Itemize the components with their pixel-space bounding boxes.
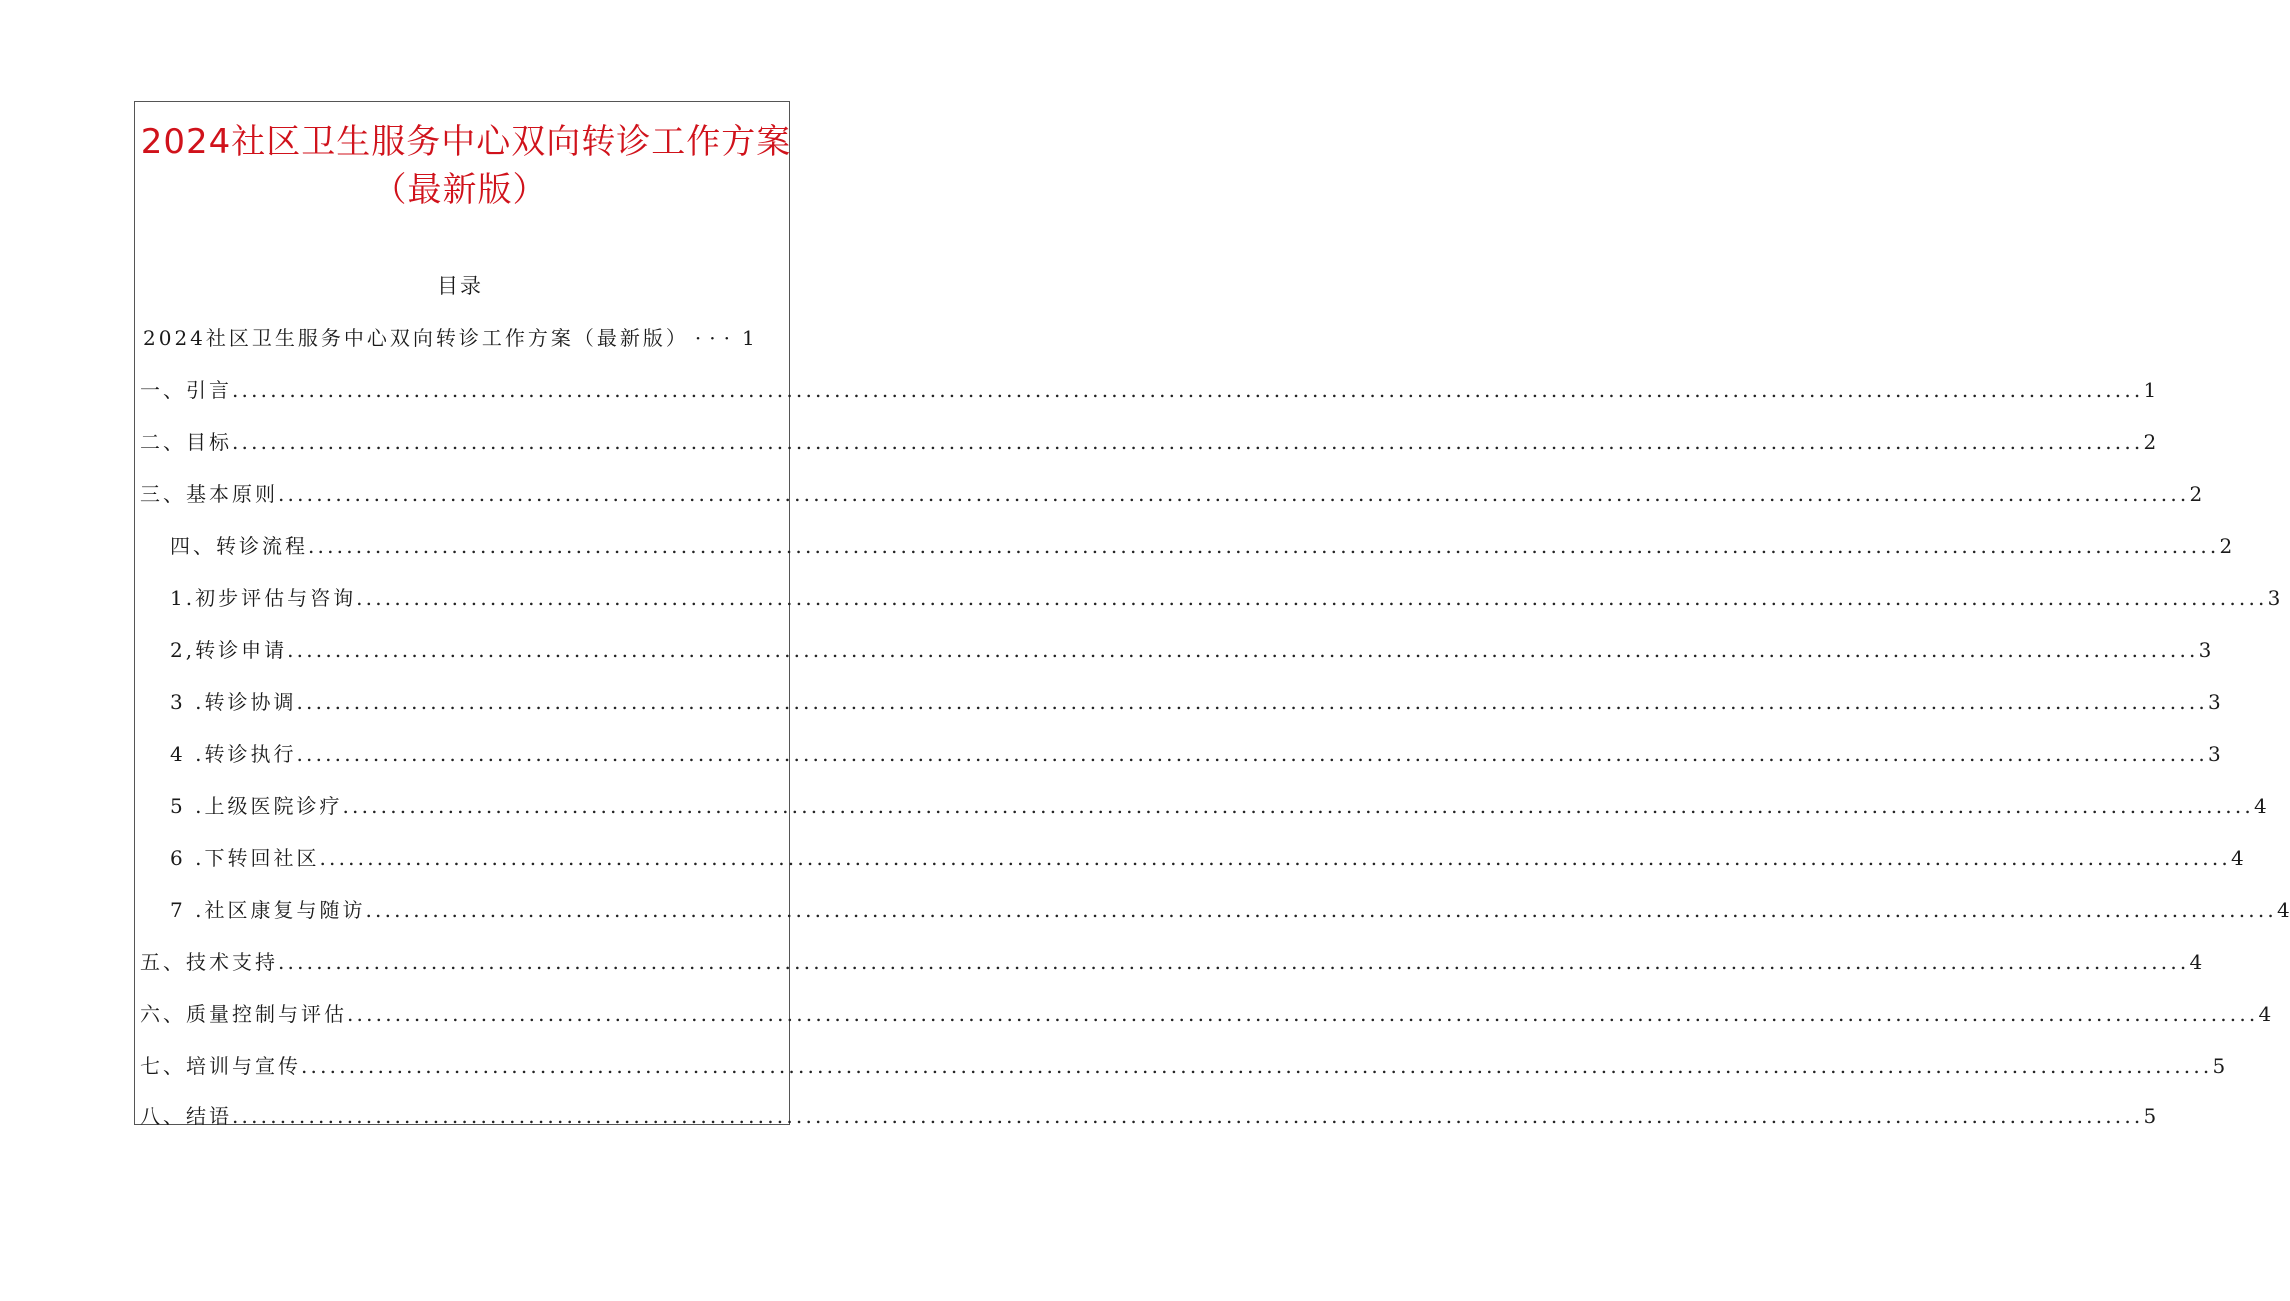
toc-entry[interactable] [170,530,2233,560]
toc-entry-leader: ........................................................................................................................................................................................................ [296,690,2208,714]
document-title: 2024社区卫生服务中心双向转诊工作方案 [140,122,792,162]
toc-entry[interactable] [170,894,2290,924]
toc-entry-label: 4 .转诊执行 [170,742,297,766]
toc-entry-leader: ........................................................................................................................................................................................................ [278,482,2190,506]
toc-entry-page: 4 [2258,1002,2272,1026]
toc-entry-page: 1 [741,326,755,350]
toc-entry-leader: ........................................................................................................................................................................................................ [356,586,2268,610]
toc-entry-leader: ........................................................................................................................................................................................................ [232,1104,2144,1128]
toc-entry-label: 五、技术支持 [140,950,278,974]
toc-entry[interactable] [170,686,2221,716]
toc-entry-page: 2 [2143,430,2157,454]
toc-entry[interactable] [140,998,2272,1028]
document-subtitle: （最新版） [372,170,548,210]
toc-entry-page: 3 [2207,690,2221,714]
toc-entry[interactable] [170,634,2212,664]
toc-entry[interactable] [170,738,2221,768]
toc-entry-page: 1 [2143,378,2157,402]
toc-entry-label: 四、转诊流程 [170,534,308,558]
toc-entry-leader: ........................................................................................................................................................................................................ [342,794,2254,818]
toc-entry-leader: ........................................................................................................................................................................................................ [232,430,2144,454]
toc-entry-page: 3 [2207,742,2221,766]
toc-entry-label: 2024社区卫生服务中心双向转诊工作方案（最新版） [143,326,689,350]
toc-entry-label: 八、结语 [140,1104,232,1128]
toc-entry[interactable] [140,1050,2226,1080]
toc-entry-page: 5 [2212,1054,2226,1078]
toc-entry-page: 5 [2143,1104,2157,1128]
toc-entry[interactable] [170,842,2244,872]
toc-entry-leader: ........................................................................................................................................................................................................ [278,950,2190,974]
toc-entry-leader: ........................................................................................................................................................................................................ [365,898,2277,922]
toc-entry-label: 7 .社区康复与随访 [170,898,366,922]
toc-entry[interactable] [140,946,2203,976]
toc-entry-leader: ........................................................................................................................................................................................................ [296,742,2208,766]
toc-entry-page: 4 [2276,898,2290,922]
toc-entry-label: 2,转诊申请 [170,638,288,662]
toc-entry-leader: ........................................................................................................................................................................................................ [232,378,2144,402]
toc-entry-leader: ··· [694,326,738,350]
toc-entry[interactable] [170,582,2281,612]
toc-entry-label: 一、引言 [140,378,232,402]
toc-entry[interactable] [140,478,2203,508]
toc-entry-label: 七、培训与宣传 [140,1054,301,1078]
toc-entry-leader: ........................................................................................................................................................................................................ [319,846,2231,870]
toc-entry-page: 3 [2198,638,2212,662]
toc-entry-leader: ........................................................................................................................................................................................................ [301,1054,2213,1078]
toc-entry[interactable] [143,322,757,352]
toc-entry-page: 2 [2189,482,2203,506]
toc-entry-label: 1.初步评估与咨询 [170,586,357,610]
toc-entry-page: 4 [2253,794,2267,818]
toc-entry-leader: ........................................................................................................................................................................................................ [347,1002,2259,1026]
toc-entry-page: 2 [2219,534,2233,558]
toc-entry-page: 4 [2230,846,2244,870]
toc-entry-leader: ........................................................................................................................................................................................................ [308,534,2220,558]
toc-entry-label: 三、基本原则 [140,482,278,506]
toc-entry-label: 二、目标 [140,430,232,454]
toc-entry-page: 4 [2189,950,2203,974]
toc-entry-label: 5 .上级医院诊疗 [170,794,343,818]
toc-entry-label: 3 .转诊协调 [170,690,297,714]
toc-heading: 目录 [437,274,483,298]
toc-entry[interactable] [170,790,2267,820]
toc-entry-label: 6 .下转回社区 [170,846,320,870]
toc-entry-leader: ........................................................................................................................................................................................................ [287,638,2199,662]
toc-entry[interactable] [140,426,2157,456]
toc-entry-label: 六、质量控制与评估 [140,1002,347,1026]
toc-entry[interactable] [140,1100,2157,1130]
toc-entry-page: 3 [2267,586,2281,610]
toc-entry[interactable] [140,374,2157,404]
